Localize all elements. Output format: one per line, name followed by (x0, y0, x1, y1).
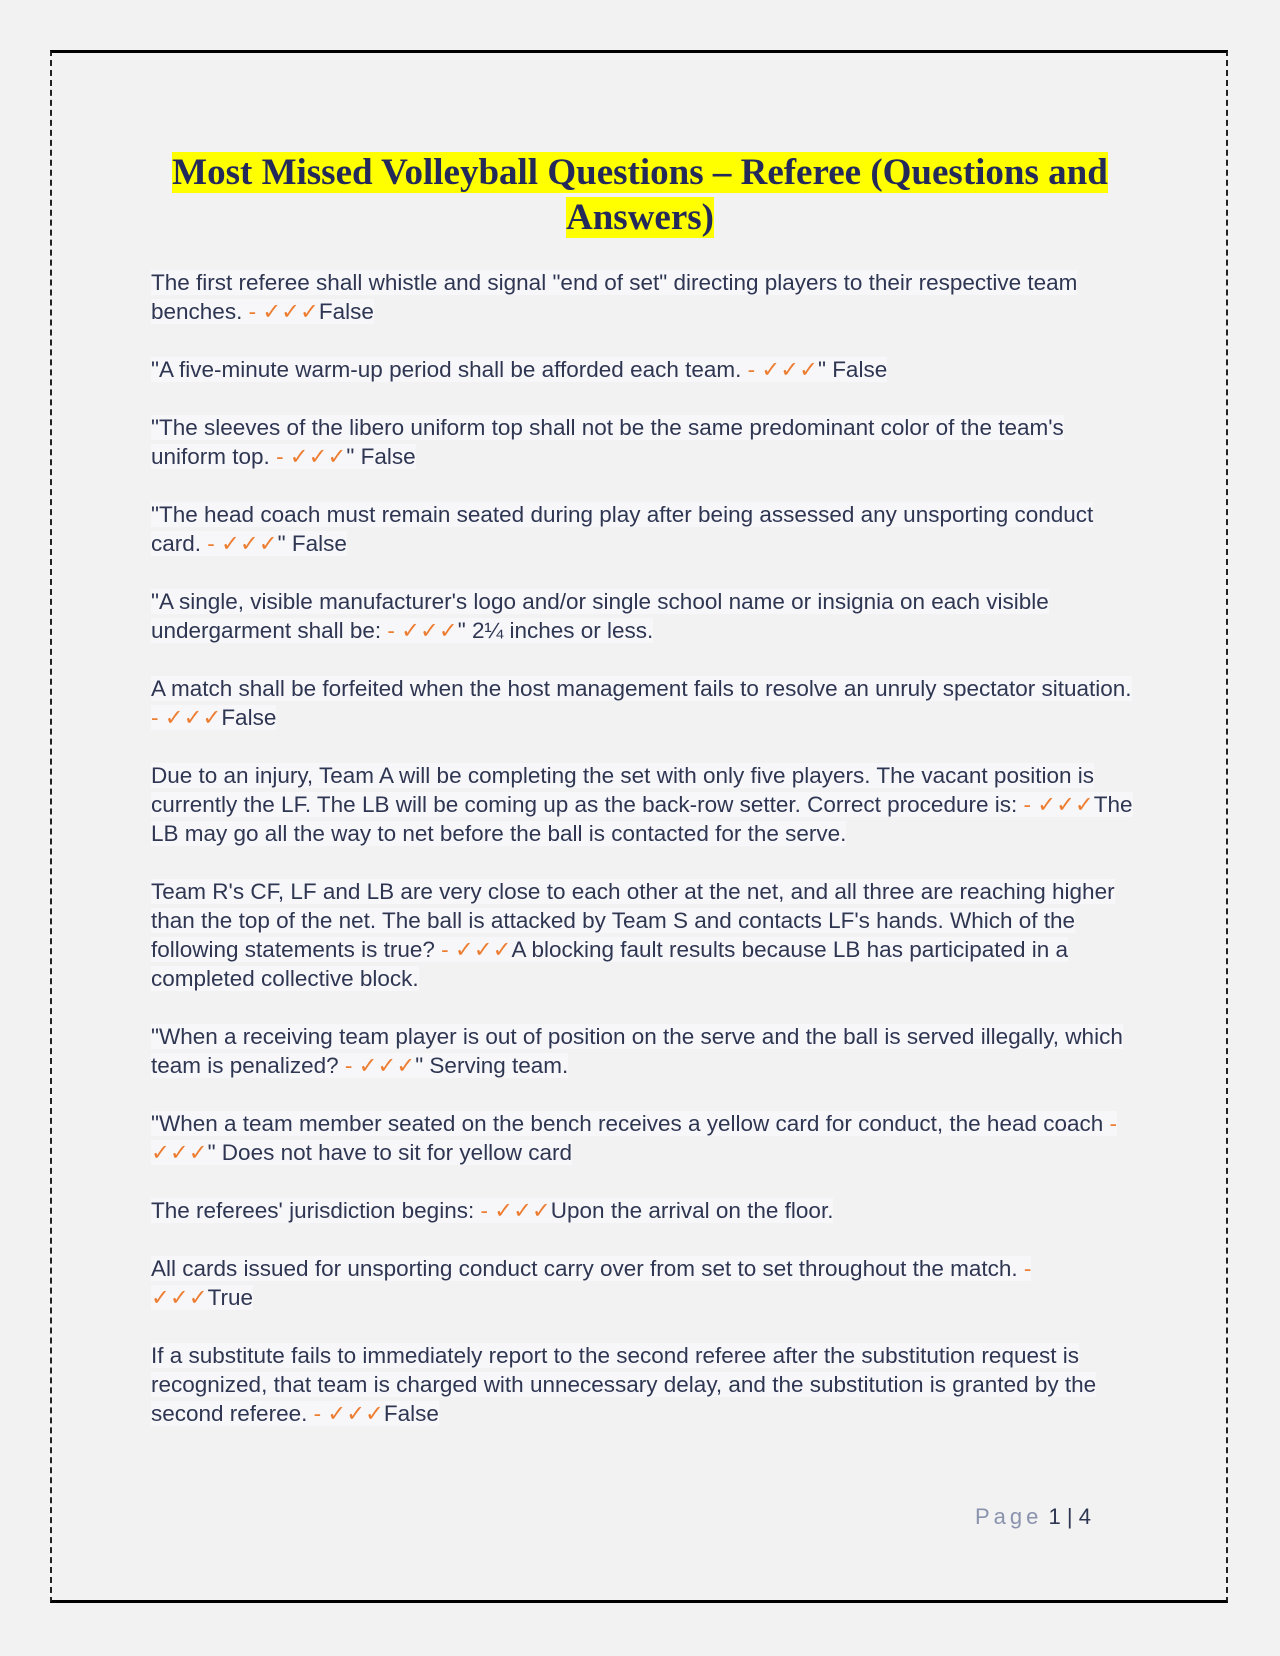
qa-item (151, 1022, 1136, 1080)
question-text: Team R's CF, LF and LB are very close to each other at the net, and all three are reaching higher than the top of the net. The ball is attacked by Team S and contacts LF's hands. Which of the following statements is true? (151, 879, 1115, 962)
question-text: All cards issued for unsporting conduct carry over from set to set throughout the match. (151, 1256, 1018, 1281)
question-text: The referees' jurisdiction begins: (151, 1198, 475, 1223)
question-text: "When a receiving team player is out of position on the serve and the ball is served illegally, which team is penalized? (151, 1024, 1123, 1078)
document-title (150, 150, 1130, 240)
check-marks-icon: - ✓✓✓ (474, 1198, 551, 1223)
check-marks-icon: - ✓✓✓ (307, 1401, 384, 1426)
answer-text: Upon the arrival on the floor. (550, 1198, 834, 1223)
check-marks-icon: - ✓✓✓ (201, 531, 278, 556)
answer-text: " Does not have to sit for yellow card (207, 1140, 572, 1165)
qa-item (151, 674, 1136, 732)
page-total: 4 (1078, 1504, 1091, 1529)
question-text: "When a team member seated on the bench receives a yellow card for conduct, the head coach (151, 1111, 1104, 1136)
check-marks-icon: - ✓✓✓ (1017, 792, 1094, 817)
question-text: "The head coach must remain seated during play after being assessed any unsporting conduct card. (151, 502, 1094, 556)
answer-text: The LB may go all the way to net before the ball is contacted for the serve. (151, 792, 1133, 846)
question-text: "The sleeves of the libero uniform top shall not be the same predominant color of the team's uniform top. (151, 415, 1064, 469)
question-text: If a substitute fails to immediately report to the second referee after the substitution request is recognized, that team is charged with unnecessary delay, and the substitution is granted by the second referee. (151, 1343, 1097, 1426)
page-current: 1 (1048, 1504, 1061, 1529)
qa-item (151, 587, 1136, 645)
answer-text: False (383, 1401, 439, 1426)
qa-item (151, 1254, 1136, 1312)
check-marks-icon: - ✓✓✓ (269, 444, 347, 469)
answer-text: " Serving team. (415, 1053, 569, 1078)
answer-text: True (207, 1285, 253, 1310)
check-marks-icon: - ✓✓✓ (151, 1111, 1118, 1165)
qa-item (151, 500, 1136, 558)
check-marks-icon: - ✓✓✓ (338, 1053, 416, 1078)
qa-item (151, 413, 1136, 471)
title-text: Most Missed Volleyball Questions – Referee (Questions and Answers) (172, 152, 1108, 238)
question-text: "A single, visible manufacturer's logo and/or single school name or insignia on each visible undergarment shall be: (151, 589, 1049, 643)
question-text: "A five-minute warm-up period shall be afforded each team. (151, 357, 742, 382)
qa-item (151, 1196, 1136, 1225)
question-text: Due to an injury, Team A will be completing the set with only five players. The vacant position is currently the LF. The LB will be coming up as the back-row setter. Correct procedure is: (151, 763, 1094, 817)
check-marks-icon: - ✓✓✓ (151, 705, 222, 730)
qa-item (151, 1341, 1136, 1428)
qa-item (151, 1109, 1136, 1167)
answer-text: " False (817, 357, 888, 382)
answer-text: False (318, 299, 374, 324)
answer-text: " False (346, 444, 416, 469)
question-text: The first referee shall whistle and signal "end of set" directing players to their respective team benches. (151, 270, 1078, 324)
page-separator: | (1066, 1504, 1073, 1529)
qa-item (151, 355, 1136, 384)
answer-text: " 2¼ inches or less. (457, 618, 654, 643)
answer-text: False (221, 705, 277, 730)
answer-text: " False (277, 531, 347, 556)
qa-item (151, 761, 1136, 848)
question-text: A match shall be forfeited when the host management fails to resolve an unruly spectator situation. (151, 676, 1132, 701)
check-marks-icon: - ✓✓✓ (741, 357, 818, 382)
answer-text: A blocking fault results because LB has participated in a completed collective block. (151, 937, 1069, 991)
qa-list (151, 268, 1136, 1457)
page-number (975, 1504, 1091, 1530)
check-marks-icon: - ✓✓✓ (381, 618, 458, 643)
qa-item (151, 877, 1136, 993)
check-marks-icon: - ✓✓✓ (434, 937, 512, 962)
check-marks-icon: - ✓✓✓ (151, 1256, 1032, 1310)
page-label: Page (975, 1504, 1043, 1529)
check-marks-icon: - ✓✓✓ (242, 299, 319, 324)
qa-item (151, 268, 1136, 326)
